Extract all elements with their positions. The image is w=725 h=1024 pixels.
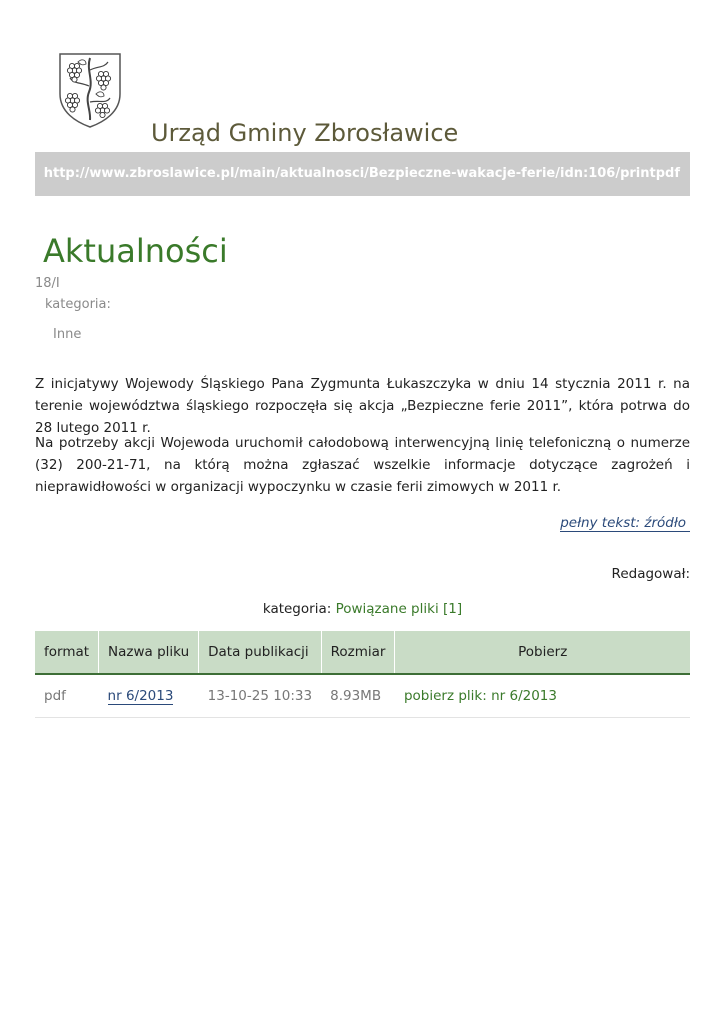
col-date: Data publikacji — [199, 631, 321, 674]
files-caption-label: kategoria: — [262, 601, 332, 617]
table-row — [35, 674, 690, 718]
file-format: pdf — [35, 674, 99, 718]
url-bar — [35, 152, 690, 196]
files-caption-value: Powiązane pliki [1] — [335, 601, 463, 617]
coat-of-arms-icon — [56, 50, 124, 130]
section-title: Aktualności — [43, 232, 228, 270]
col-download: Pobierz — [395, 631, 690, 674]
article-paragraph-2: Na potrzeby akcji Wojewoda uruchomił całodobową interwencyjną linię telefoniczną o numerze (32) 200-21-71, na którą można zgłaszać wszelkie informacje dotyczące zagrożeń i nieprawidłowości w organizacji wypoczynku w czasie ferii zimowych w 2011 r. — [35, 435, 690, 495]
category-value: Inne — [53, 327, 82, 342]
page-url[interactable]: http://www.zbroslawice.pl/main/aktualnosci/Bezpieczne-wakacje-ferie/idn:106/printpdf — [43, 166, 680, 181]
article-paragraph-1: Z inicjatywy Wojewody Śląskiego Pana Zygmunta Łukaszczyka w dniu 14 stycznia 2011 r. na terenie województwa śląskiego rozpoczęła się akcja „Bezpieczne ferie 2011”, która potrwa do 28 lutego 2011 r. — [35, 376, 690, 436]
col-name: Nazwa pliku — [99, 631, 199, 674]
col-format: format — [35, 631, 99, 674]
file-name-cell — [99, 674, 199, 718]
category-label: kategoria: — [45, 297, 111, 312]
edited-by: Redagował: — [611, 566, 690, 582]
file-date: 13-10-25 10:33 — [199, 674, 321, 718]
file-download-cell — [395, 674, 690, 718]
col-size: Rozmiar — [321, 631, 395, 674]
source-link[interactable]: pełny tekst: źródło — [560, 515, 690, 532]
file-size: 8.93MB — [321, 674, 395, 718]
site-title: Urząd Gminy Zbrosławice — [151, 119, 459, 147]
article-date: 18/I — [35, 276, 60, 291]
files-caption — [0, 601, 725, 617]
file-name-link[interactable]: nr 6/2013 — [107, 688, 174, 704]
files-table-header — [35, 631, 690, 674]
file-download-link[interactable]: pobierz plik: nr 6/2013 — [403, 688, 557, 704]
files-table — [35, 631, 690, 718]
